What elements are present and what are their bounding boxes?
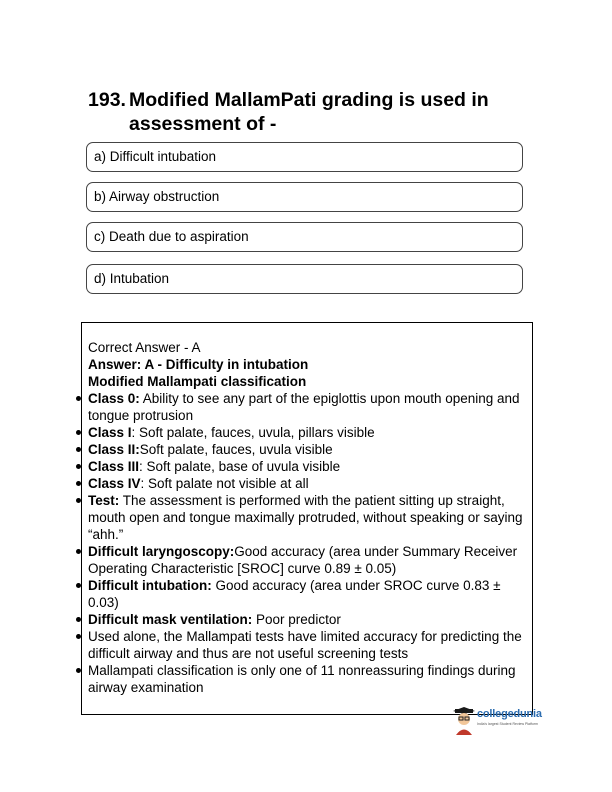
- list-item: Class II:Soft palate, fauces, uvula visible: [88, 441, 528, 458]
- option-c[interactable]: c) Death due to aspiration: [86, 222, 523, 252]
- list-item: Difficult mask ventilation: Poor predictor: [88, 611, 528, 628]
- logo-wordmark: collegedunia: [477, 708, 542, 720]
- list-item: Class III: Soft palate, base of uvula visible: [88, 458, 528, 475]
- option-b[interactable]: b) Airway obstruction: [86, 182, 523, 212]
- list-item: Test: The assessment is performed with the patient sitting up straight, mouth open and tongue maximally protruded, without speaking or saying “ahh.”: [88, 492, 528, 543]
- list-item: Difficult intubation: Good accuracy (area under SROC curve 0.83 ± 0.03): [88, 577, 528, 611]
- question-number: 193.: [88, 89, 126, 111]
- list-item: Difficult laryngoscopy:Good accuracy (area under Summary Receiver Operating Characteristic [SROC] curve 0.89 ± 0.05): [88, 543, 528, 577]
- explanation-list: [88, 390, 528, 696]
- list-item: Used alone, the Mallampati tests have limited accuracy for predicting the difficult airway and thus are not useful screening tests: [88, 628, 528, 662]
- option-a[interactable]: a) Difficult intubation: [86, 142, 523, 172]
- question: [88, 88, 528, 136]
- student-mascot-icon: [452, 707, 476, 735]
- list-item: Class 0: Ability to see any part of the epiglottis upon mouth opening and tongue protrusion: [88, 390, 528, 424]
- list-item: Class I: Soft palate, fauces, uvula, pillars visible: [88, 424, 528, 441]
- answer-heading: Answer: A - Difficulty in intubation: [88, 357, 309, 372]
- collegedunia-logo: [452, 707, 552, 737]
- list-item: Mallampati classification is only one of 11 nonreassuring findings during airway examination: [88, 662, 528, 696]
- question-text: Modified MallamPati grading is used in assessment of -: [129, 89, 489, 135]
- list-item: Class IV: Soft palate not visible at all: [88, 475, 528, 492]
- correct-answer-line: Correct Answer - A: [88, 340, 201, 355]
- section-heading: Modified Mallampati classification: [88, 374, 307, 389]
- answer-box: [81, 322, 533, 715]
- logo-tagline: India's largest Student Review Platform: [477, 722, 538, 726]
- option-d[interactable]: d) Intubation: [86, 264, 523, 294]
